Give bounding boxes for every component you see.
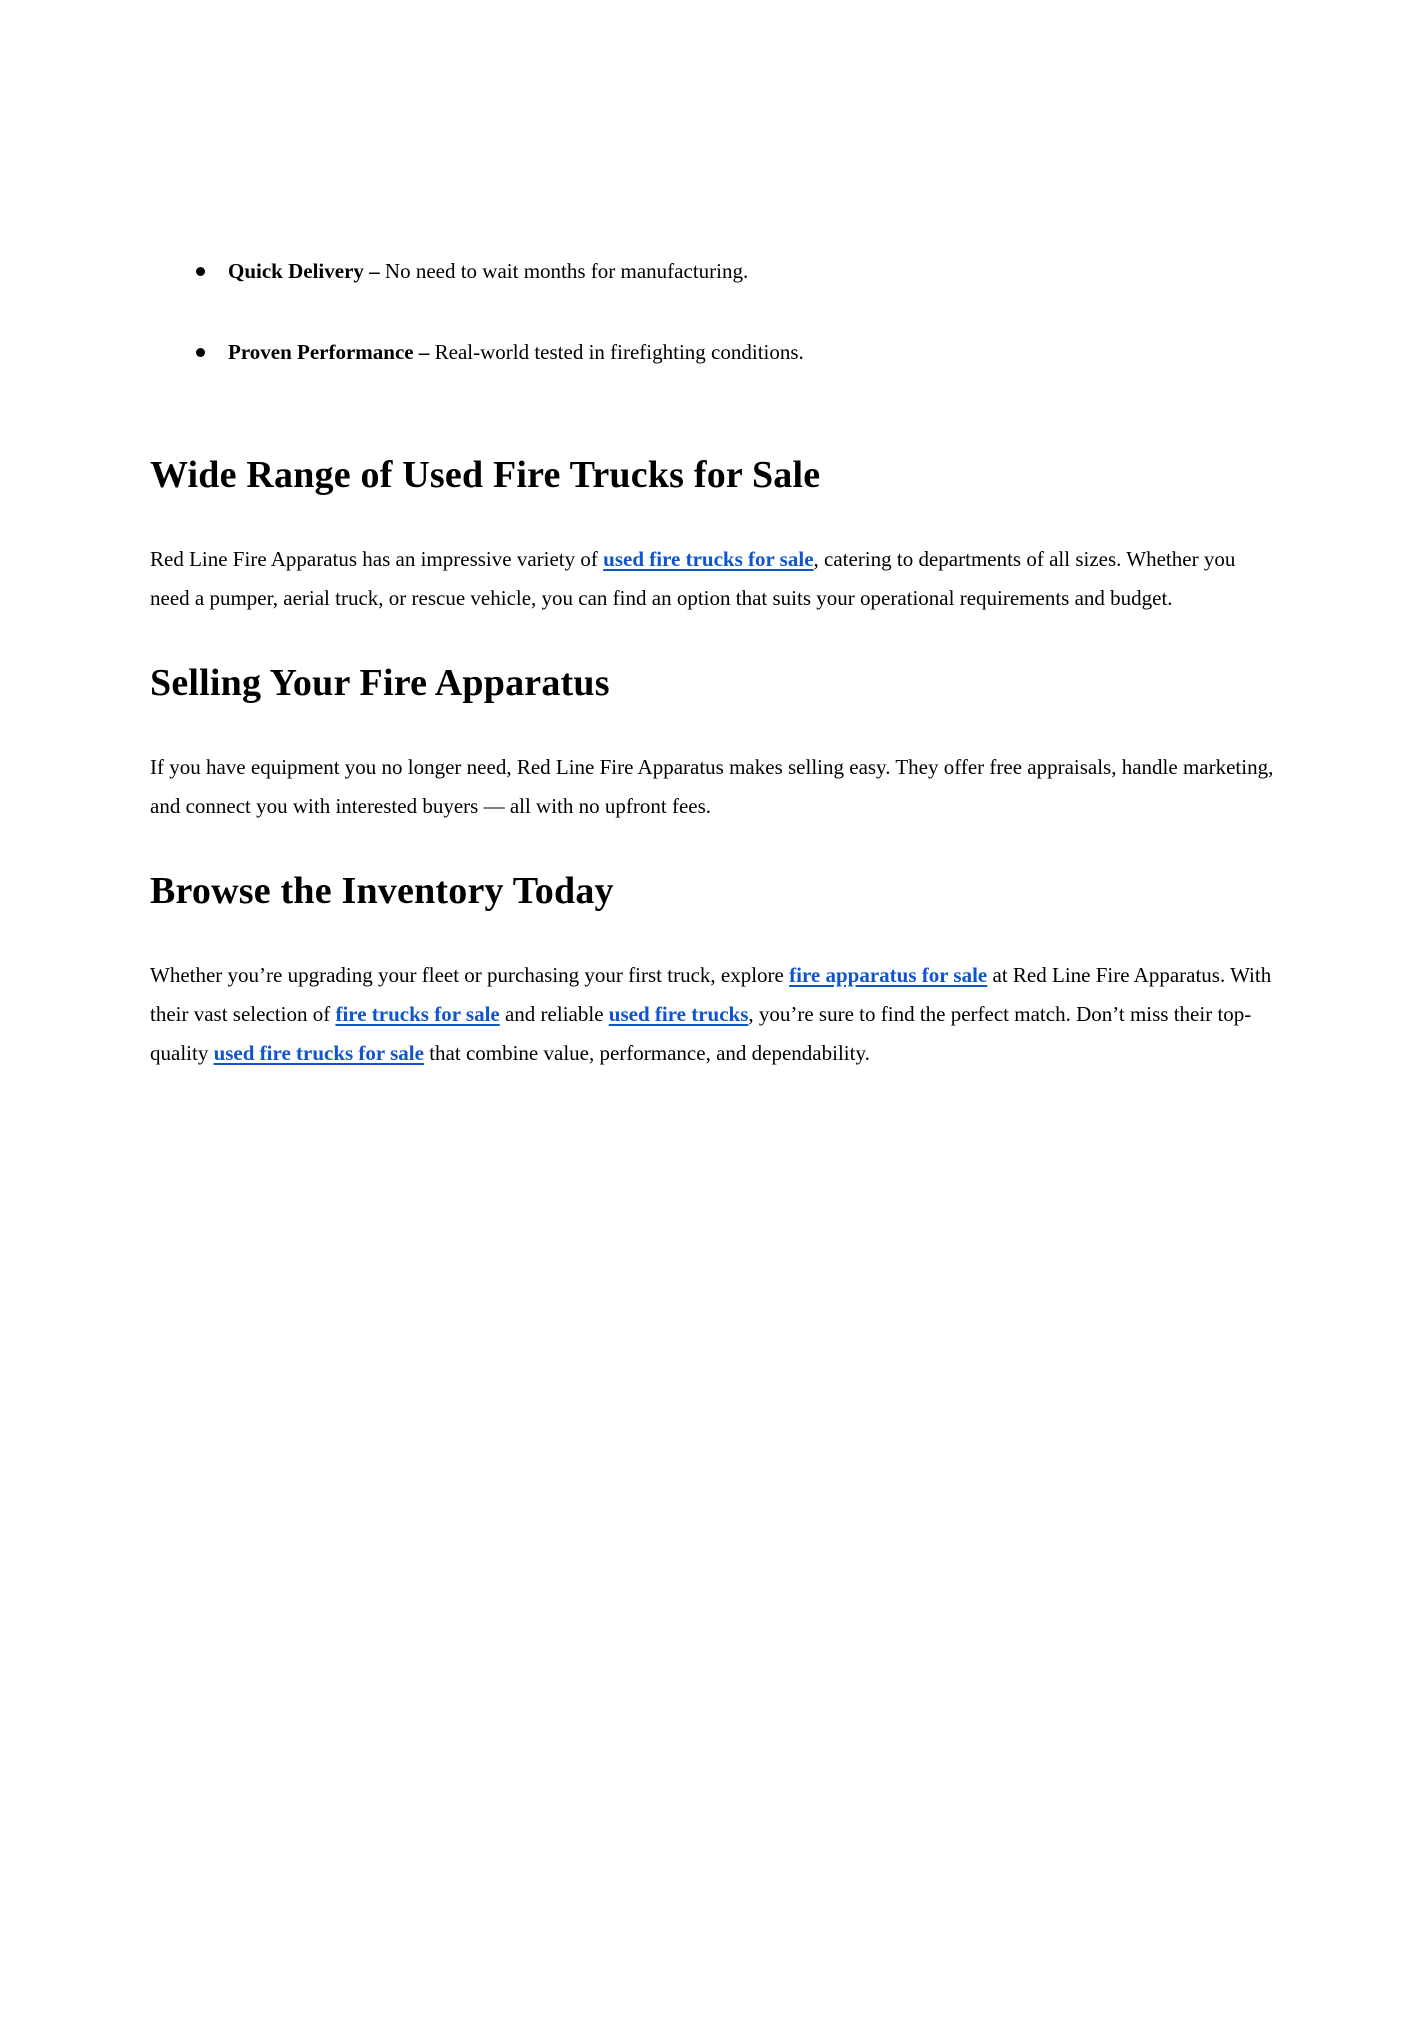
- section-heading: Browse the Inventory Today: [150, 870, 614, 912]
- text-run: No need to wait months for manufacturing.: [379, 259, 749, 283]
- text-run: , you’re sure to find the perfect match. Don’t miss their top-quality: [150, 1002, 1252, 1065]
- text-run: Real-world tested in firefighting conditions.: [429, 340, 804, 364]
- bold-text: Quick Delivery –: [228, 259, 380, 283]
- text-link[interactable]: fire trucks for sale: [335, 1002, 500, 1026]
- section-heading: Selling Your Fire Apparatus: [150, 662, 610, 704]
- bullet-dot-icon: [196, 348, 205, 357]
- section-heading: Wide Range of Used Fire Trucks for Sale: [150, 454, 821, 496]
- text-link[interactable]: fire apparatus for sale: [789, 963, 988, 987]
- bold-text: Proven Performance –: [228, 340, 430, 364]
- text-run: and reliable: [499, 1002, 609, 1026]
- text-run: If you have equipment you no longer need, Red Line Fire Apparatus makes selling easy. They offer free appraisals, handle marketing, and connect you with interested buyers — all with no upfront fees.: [150, 755, 1274, 818]
- section-browse: [150, 868, 1278, 1073]
- text-run: Whether you’re upgrading your fleet or purchasing your first truck, explore: [150, 963, 790, 987]
- bullet-list: [150, 252, 1278, 372]
- text-link[interactable]: used fire trucks for sale: [603, 547, 814, 571]
- text-run: , catering to departments of all sizes. Whether you need a pumper, aerial truck, or rescue vehicle, you can find an option that suits your operational requirements and budget.: [150, 547, 1236, 610]
- text-link[interactable]: used fire trucks: [608, 1002, 749, 1026]
- list-item: [228, 252, 1278, 291]
- paragraph: [150, 540, 1278, 618]
- paragraph: [150, 748, 1278, 826]
- text-run: Red Line Fire Apparatus has an impressive variety of: [150, 547, 604, 571]
- text-link[interactable]: used fire trucks for sale: [213, 1041, 424, 1065]
- section-wide-range: [150, 452, 1278, 618]
- list-item: [228, 333, 1278, 372]
- bullet-dot-icon: [196, 267, 205, 276]
- text-run: at Red Line Fire Apparatus. With their vast selection of: [150, 963, 1272, 1026]
- paragraph: [150, 956, 1278, 1073]
- text-run: that combine value, performance, and dependability.: [423, 1041, 870, 1065]
- section-selling: [150, 660, 1278, 826]
